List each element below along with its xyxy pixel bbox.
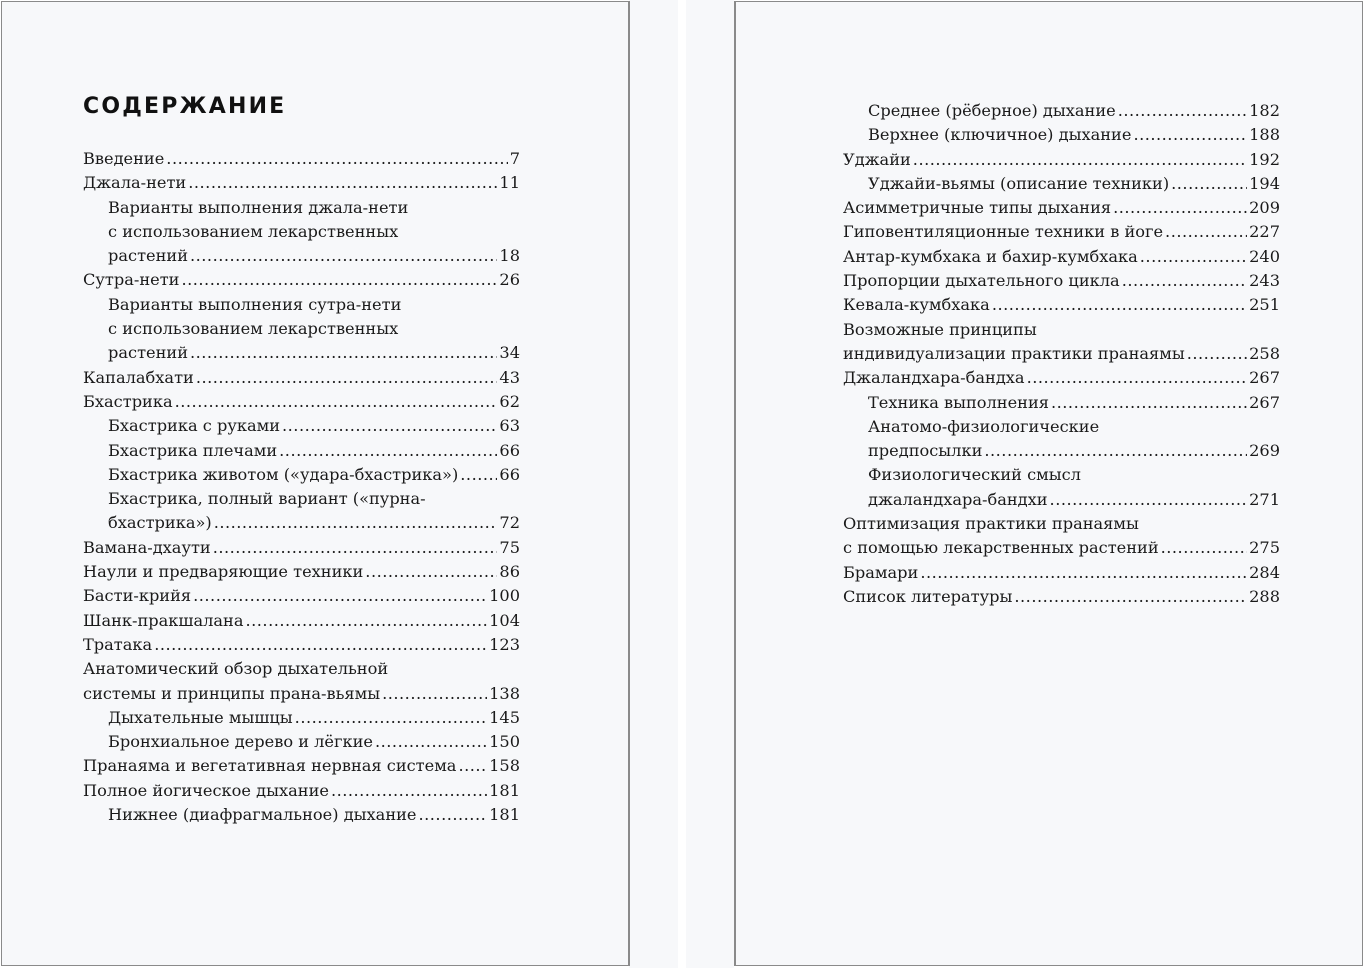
toc-entry[interactable] <box>83 390 520 414</box>
toc-entry-title-line: Гиповентиляционные техники в йоге <box>843 222 1164 242</box>
toc-entry-row <box>843 366 1280 390</box>
dot-leader <box>984 439 1247 463</box>
toc-entry[interactable] <box>83 463 520 487</box>
toc-entry-title-line: Басти-крийя <box>83 586 192 606</box>
dot-leader <box>279 439 497 463</box>
toc-entry-row <box>83 584 520 608</box>
dot-leader <box>246 609 488 633</box>
dot-leader <box>175 390 498 414</box>
dot-leader <box>382 682 487 706</box>
toc-entry-title-line: Джаландхара-бандха <box>843 368 1025 388</box>
toc-page-number: 181 <box>489 780 520 800</box>
toc-entry-title-line: Верхнее (ключичное) дыхание <box>868 125 1132 145</box>
dot-leader <box>1165 220 1247 244</box>
toc-entry-row <box>843 148 1280 172</box>
toc-entry-title-line: Шанк-пракшалана <box>83 610 244 630</box>
toc-page-number: 182 <box>1249 101 1280 120</box>
toc-entry-title-line: с использованием лекарственных <box>108 221 399 241</box>
toc-entry-title-line: индивидуализации практики пранаямы <box>843 343 1185 363</box>
toc-page-number: 123 <box>489 634 520 654</box>
toc-page-number: 192 <box>1249 149 1280 169</box>
toc-entry[interactable] <box>83 414 520 438</box>
toc-entry-title-line: Бхастрика <box>83 391 173 411</box>
toc-entry-row <box>843 585 1280 609</box>
toc-entry-title-line: Тратака <box>83 634 153 654</box>
dot-leader <box>1050 488 1248 512</box>
toc-page-number: 240 <box>1249 246 1280 266</box>
toc-entry[interactable] <box>843 391 1280 415</box>
toc-entry[interactable] <box>83 633 520 657</box>
toc-page-number: 284 <box>1249 562 1280 582</box>
toc-entry[interactable] <box>843 318 1280 367</box>
toc-page-number: 188 <box>1249 125 1280 145</box>
toc-entry[interactable] <box>843 366 1280 390</box>
toc-entry-row <box>843 342 1280 366</box>
toc-entry-title-line: растений <box>108 246 188 266</box>
toc-entry-title-line: с использованием лекарственных <box>108 319 399 339</box>
toc-entry[interactable] <box>843 148 1280 172</box>
toc-entry-title-line: предпосылки <box>868 441 983 461</box>
toc-page-number: 275 <box>1249 538 1280 558</box>
toc-entry-row <box>83 633 520 657</box>
dot-leader <box>1014 585 1247 609</box>
toc-entry-row <box>108 414 520 438</box>
toc-page-number: 288 <box>1249 586 1280 606</box>
dot-leader <box>418 803 487 827</box>
toc-entry-title-line: Варианты выполнения сутра-нети <box>108 294 402 314</box>
toc-page-number: 62 <box>499 391 520 411</box>
toc-entry-title-line: Среднее (рёберное) дыхание <box>868 101 1116 120</box>
toc-entry-title-line: Анатомо-физиологические <box>868 416 1100 436</box>
toc-page-number: 18 <box>499 246 520 266</box>
toc-entry[interactable] <box>83 754 520 778</box>
toc-entry[interactable] <box>83 779 520 803</box>
toc-entry-row <box>843 245 1280 269</box>
toc-entry-title-line: растений <box>108 343 188 363</box>
toc-entry[interactable] <box>843 220 1280 244</box>
toc-entry[interactable] <box>83 366 520 390</box>
toc-entry-title-line: Вамана-дхаути <box>83 537 211 557</box>
dot-leader <box>1133 123 1247 147</box>
dot-leader <box>1122 269 1247 293</box>
toc-entry-title-line: Нижнее (диафрагмальное) дыхание <box>108 805 417 825</box>
toc-entry-row <box>108 803 520 827</box>
toc-entry-title-line: Анатомический обзор дыхательной <box>83 659 389 679</box>
toc-entry-row <box>868 172 1280 196</box>
toc-page-number: 209 <box>1249 198 1280 218</box>
toc-page-number: 269 <box>1249 441 1280 461</box>
toc-entry-row <box>108 730 520 754</box>
toc-entry-title-line: Наули и предваряющие техники <box>83 562 364 582</box>
toc-entry[interactable] <box>83 560 520 584</box>
toc-page-number: 86 <box>499 562 520 582</box>
dot-leader <box>920 561 1247 585</box>
toc-entry-title-line: Бхастрика плечами <box>108 440 278 460</box>
toc-entry-row <box>83 366 520 390</box>
toc-entry-title-line: Антар-кумбхака и бахир-кумбхака <box>843 246 1138 266</box>
toc-page-number: 72 <box>499 513 520 533</box>
toc-entry-row <box>843 269 1280 293</box>
toc-entry-row <box>83 147 520 171</box>
toc-page-number: 66 <box>499 440 520 460</box>
dot-leader <box>460 463 497 487</box>
toc-entry-title-line: Пропорции дыхательного цикла <box>843 271 1120 291</box>
toc-page-number: 267 <box>1249 392 1280 412</box>
toc-entry-row <box>843 293 1280 317</box>
toc-entry-row <box>83 609 520 633</box>
toc-entry[interactable] <box>843 269 1280 293</box>
dot-leader <box>188 171 497 195</box>
toc-entry[interactable] <box>843 245 1280 269</box>
dot-leader <box>295 706 487 730</box>
toc-page-number: 63 <box>499 416 520 436</box>
page-gutter-left <box>629 0 678 968</box>
toc-entry[interactable] <box>83 609 520 633</box>
toc-entry-title-line: Кевала-кумбхака <box>843 295 990 315</box>
toc-entry[interactable] <box>83 268 520 292</box>
toc-page-number: 258 <box>1249 343 1280 363</box>
toc-entry-row <box>868 123 1280 147</box>
toc-entry-title-line: Физиологический смысл <box>868 465 1081 485</box>
toc-entry[interactable] <box>83 730 520 754</box>
toc-entry-row <box>108 463 520 487</box>
toc-entry-row <box>868 391 1280 415</box>
dot-leader <box>1187 342 1247 366</box>
toc-page-number: 100 <box>489 586 520 606</box>
toc-entry[interactable] <box>83 293 520 366</box>
dot-leader <box>181 268 497 292</box>
toc-entry-row <box>868 439 1280 463</box>
toc-entry-title-line: Пранаяма и вегетативная нервная система <box>83 756 457 776</box>
toc-entry[interactable] <box>843 172 1280 196</box>
toc-page-number: 26 <box>499 270 520 290</box>
toc-entry-title-line: Варианты выполнения джала-нети <box>108 197 409 217</box>
toc-entry[interactable] <box>843 512 1280 561</box>
dot-leader <box>458 754 487 778</box>
dot-leader <box>913 148 1247 172</box>
toc-entry-title-line: Бронхиальное дерево и лёгкие <box>108 732 373 752</box>
toc-right-list <box>843 99 1280 609</box>
dot-leader <box>992 293 1247 317</box>
toc-entry[interactable] <box>843 585 1280 609</box>
dot-leader <box>282 414 497 438</box>
toc-entry[interactable] <box>83 584 520 608</box>
toc-entry-title-line: Джала-нети <box>83 173 187 193</box>
toc-entry-title-line: с помощью лекарственных растений <box>843 538 1159 558</box>
dot-leader <box>193 584 487 608</box>
toc-entry[interactable] <box>83 196 520 269</box>
toc-entry[interactable] <box>843 123 1280 147</box>
toc-entry-title-line: Уджайи-вьямы (описание техники) <box>868 173 1170 193</box>
toc-entry-title-line: Сутра-нети <box>83 270 180 290</box>
toc-entry-title-line: Бхастрика с руками <box>108 416 281 436</box>
toc-entry[interactable] <box>843 561 1280 585</box>
toc-entry-row <box>83 268 520 292</box>
dot-leader <box>375 730 487 754</box>
toc-entry[interactable] <box>843 463 1280 512</box>
toc-entry-row <box>108 439 520 463</box>
toc-entry-row <box>843 561 1280 585</box>
dot-leader <box>154 633 487 657</box>
toc-entry-title-line: Бхастрика, полный вариант («пурна- <box>108 489 426 509</box>
toc-entry-row <box>83 560 520 584</box>
dot-leader <box>1113 196 1247 220</box>
toc-page-number: 7 <box>509 149 520 168</box>
toc-entry-title-line: Бхастрика животом («удара-бхастрика») <box>108 464 459 484</box>
toc-entry[interactable] <box>843 196 1280 220</box>
toc-entry-title-line: Список литературы <box>843 586 1013 606</box>
dot-leader <box>214 511 498 535</box>
toc-entry[interactable] <box>843 99 1280 123</box>
toc-entry[interactable] <box>83 439 520 463</box>
toc-page-number: 181 <box>489 805 520 825</box>
toc-entry-row <box>83 171 520 195</box>
toc-page-number: 158 <box>489 756 520 776</box>
toc-entry[interactable] <box>83 657 520 706</box>
toc-page-number: 267 <box>1249 368 1280 388</box>
toc-entry-title-line: Возможные принципы <box>843 319 1037 339</box>
toc-entry-row <box>83 682 520 706</box>
dot-leader <box>1118 99 1247 123</box>
toc-entry[interactable] <box>83 536 520 560</box>
toc-entry-title-line: Уджайи <box>843 149 911 169</box>
dot-leader <box>1027 366 1248 390</box>
toc-entry[interactable] <box>83 803 520 827</box>
toc-entry-row <box>843 196 1280 220</box>
toc-page-number: 150 <box>489 732 520 752</box>
toc-page-number: 66 <box>499 464 520 484</box>
toc-entry[interactable] <box>83 171 520 195</box>
toc-entry[interactable] <box>83 487 520 536</box>
toc-entry-title-line: Введение <box>83 149 165 168</box>
toc-page-number: 75 <box>499 537 520 557</box>
toc-entry-row <box>83 536 520 560</box>
toc-page-number: 227 <box>1249 222 1280 242</box>
dot-leader <box>196 366 498 390</box>
toc-entry-title-line: Оптимизация практики пранаямы <box>843 514 1139 534</box>
toc-entry-row <box>83 390 520 414</box>
toc-entry-row <box>843 536 1280 560</box>
toc-page-number: 138 <box>489 683 520 703</box>
dot-leader <box>190 244 497 268</box>
toc-entry-title-line: Дыхательные мышцы <box>108 707 293 727</box>
dot-leader <box>1140 245 1247 269</box>
dot-leader <box>166 147 507 171</box>
toc-entry-title-line: бхастрика») <box>108 513 212 533</box>
toc-page-number: 104 <box>489 610 520 630</box>
toc-entry-row <box>868 99 1280 123</box>
contents-heading: СОДЕРЖАНИЕ <box>83 94 287 119</box>
toc-entry-title-line: Капалабхати <box>83 367 194 387</box>
toc-page-number: 43 <box>499 367 520 387</box>
toc-page-number: 194 <box>1249 173 1280 193</box>
toc-page-number: 271 <box>1249 489 1280 509</box>
toc-entry[interactable] <box>843 415 1280 464</box>
toc-entry-row <box>108 706 520 730</box>
toc-entry-title-line: джаландхара-бандхи <box>868 489 1048 509</box>
toc-entry-row <box>108 511 520 535</box>
dot-leader <box>1161 536 1247 560</box>
toc-entry-title-line: Техника выполнения <box>868 392 1049 412</box>
toc-entry-row <box>83 779 520 803</box>
dot-leader <box>1051 391 1247 415</box>
toc-left-list <box>83 147 520 827</box>
toc-page-number: 11 <box>499 173 520 193</box>
toc-page-number: 251 <box>1249 295 1280 315</box>
toc-entry-row <box>108 341 520 365</box>
toc-page-number: 243 <box>1249 271 1280 291</box>
toc-entry-row <box>108 244 520 268</box>
toc-entry[interactable] <box>83 706 520 730</box>
dot-leader <box>1171 172 1247 196</box>
toc-entry[interactable] <box>83 147 520 171</box>
dot-leader <box>331 779 487 803</box>
toc-entry-title-line: Брамари <box>843 562 919 582</box>
toc-entry-title-line: системы и принципы прана-вьямы <box>83 683 381 703</box>
page-gutter-right <box>686 0 734 968</box>
toc-entry[interactable] <box>843 293 1280 317</box>
toc-page-number: 145 <box>489 707 520 727</box>
toc-entry-row <box>843 220 1280 244</box>
dot-leader <box>213 536 498 560</box>
toc-entry-row <box>868 488 1280 512</box>
dot-leader <box>190 341 497 365</box>
dot-leader <box>365 560 497 584</box>
toc-page-number: 34 <box>499 343 520 363</box>
toc-entry-title-line: Полное йогическое дыхание <box>83 780 329 800</box>
toc-entry-row <box>83 754 520 778</box>
toc-entry-title-line: Асимметричные типы дыхания <box>843 198 1112 218</box>
